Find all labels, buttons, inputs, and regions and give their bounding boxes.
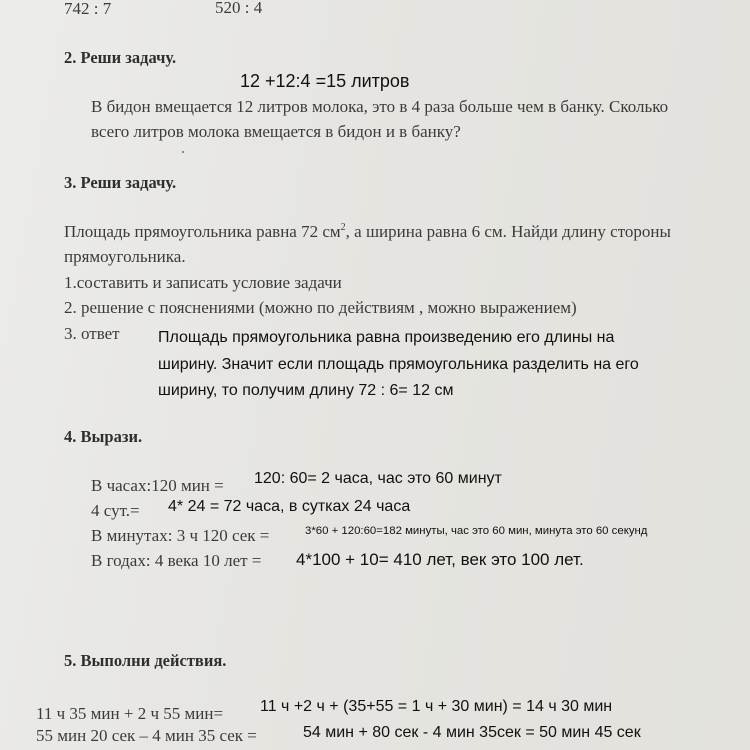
task4-row2-answer: 4* 24 = 72 часа, в сутках 24 часа xyxy=(168,498,411,515)
task3-heading: 3. Реши задачу. xyxy=(64,173,177,192)
task5-row2-answer: 54 мин + 80 сек - 4 мин 35сек = 50 мин 45 сек xyxy=(303,724,641,741)
task2-typed-answer: 12 +12:4 =15 литров xyxy=(240,71,410,91)
task3-step3: 3. ответ xyxy=(64,324,120,343)
task4-row1-label: В часах:120 мин = xyxy=(91,476,224,495)
task2-heading: 2. Реши задачу. xyxy=(64,48,177,67)
task4-row4-answer: 4*100 + 10= 410 лет, век это 100 лет. xyxy=(296,550,584,569)
task4-row2-label: 4 сут.= xyxy=(91,501,140,520)
task2-text-line1: В бидон вмещается 12 литров молока, это в 4 раза больше чем в банку. Сколько xyxy=(91,97,669,116)
task3-typed-answer-line3: ширину, то получим длину 72 : 6= 12 см xyxy=(158,382,454,399)
task5-heading: 5. Выполни действия. xyxy=(64,651,227,670)
task3-typed-answer-line1: Площадь прямоугольника равна произведению его длины на xyxy=(158,329,615,346)
task4-heading: 4. Вырази. xyxy=(64,427,143,446)
task3-text-line1-end: , а ширина равна 6 см. Найди длину стороны xyxy=(345,222,671,241)
task4-row3-label: В минутах: 3 ч 120 сек = xyxy=(91,526,270,545)
task3-step2: 2. решение с пояснениями (можно по действиям , можно выражением) xyxy=(64,298,577,317)
task4-row1-answer: 120: 60= 2 часа, час это 60 минут xyxy=(254,470,502,487)
task2-text-line2: всего литров молока вмещается в бидон и в банку? xyxy=(91,122,461,141)
task3-text-line1 xyxy=(64,221,671,242)
task3-text-line2: прямоугольника. xyxy=(64,247,186,266)
expression-742-7: 742 : 7 xyxy=(64,0,112,18)
expression-520-4: 520 : 4 xyxy=(215,0,263,17)
square-superscript: 2 xyxy=(340,222,346,233)
speck xyxy=(182,151,184,153)
task3-typed-answer-line2: ширину. Значит если площадь прямоугольника разделить на его xyxy=(158,356,639,373)
task5-row1-label: 11 ч 35 мин + 2 ч 55 мин= xyxy=(36,704,224,723)
task5-row1-answer: 11 ч +2 ч + (35+55 = 1 ч + 30 мин) = 14 ч 30 мин xyxy=(260,698,613,715)
task4-row3-answer: 3*60 + 120:60=182 минуты, час это 60 мин, минута это 60 секунд xyxy=(305,525,648,537)
task3-step1: 1.составить и записать условие задачи xyxy=(64,273,342,292)
task5-row2-label: 55 мин 20 сек – 4 мин 35 сек = xyxy=(36,726,257,745)
task3-text-line1-start: Площадь прямоугольника равна 72 см xyxy=(64,222,341,241)
task4-row4-label: В годах: 4 века 10 лет = xyxy=(91,551,262,570)
